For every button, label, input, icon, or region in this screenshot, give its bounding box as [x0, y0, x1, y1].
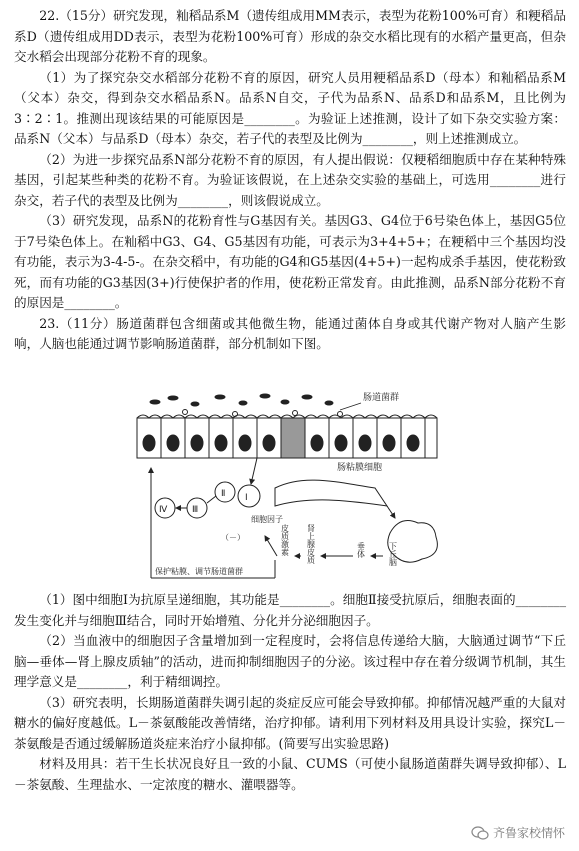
question-23-parts — [14, 590, 566, 795]
mucosa-cells — [137, 415, 437, 458]
blood-vessel — [275, 480, 387, 506]
q22-part-2: （2）为进一步探究品系N部分花粉不育的原因，有人提出假说：仅粳稻细胞质中存在某种特殊基因，引起某些种类的花粉不育。为验证该假说，在上述杂交实验的基础上，可选用________进行杂交，若子代的表型及比例为________，则该假说成立。 — [14, 151, 566, 208]
q22-part-3: （3）研究发现，品系N的花粉育性与G基因有关。基因G3、G4位于6号染色体上，基因G5位于7号染色体上。在籼稻中G3、G4、G5基因有功能，可表示为3+4+5+；在粳稻中三个基因均没有功能，表示为3-4-5-。在杂交稻中，有功能的G4和G5基因(4+5+)一起构成杀手基因，使花粉致死，而有功能的G3基因(3+)行使保护者的作用，使花粉正常发育。由此推测，品系N部分花粉不育的原因是________。 — [14, 213, 566, 310]
label-hypothalamus: 下丘脑 — [388, 542, 398, 566]
q23-part-1: （1）图中细胞Ⅰ为抗原呈递细胞，其功能是________。细胞Ⅱ接受抗原后，细胞表面的________发生变化并与细胞Ⅲ结合，同时开始增殖、分化并分泌细胞因子。 — [14, 592, 566, 628]
wechat-icon — [471, 826, 489, 840]
q23-stem: 23.（11分）肠道菌群包含细菌或其他微生物，能通过菌体自身或其代谢产物对人脑产生影响，人脑也能通过调节影响肠道菌群，部分机制如下图。 — [14, 315, 566, 351]
label-protect: 保护粘膜、调节肠道菌群 — [155, 567, 243, 576]
bacteria-cluster — [150, 394, 343, 417]
watermark-text: 齐鲁家校情怀 — [492, 825, 565, 840]
label-pituitary: 垂体 — [356, 542, 366, 558]
q23-part-2: （2）当血液中的细胞因子含量增加到一定程度时，会将信息传递给大脑，大脑通过调节“下丘脑—垂体—肾上腺皮质轴”的活动，进而抑制细胞因子的分泌。该过程中存在着分级调节机制，其生理学意义是________，利于精细调控。 — [14, 633, 566, 689]
cell-i — [238, 485, 260, 507]
question-22 — [14, 6, 566, 355]
q22-part-1: （1）为了探究杂交水稻部分花粉不育的原因，研究人员用粳稻品系D（母本）和籼稻品系M（父本）杂交，得到杂交水稻品系N。品系N自交，子代为品系N、品系D和品系M，且比例为3∶2∶1。推测出现该结果的可能原因是________。为验证上述推测，设计了如下杂交实验方案：品系N（父本）与品系D（母本）杂交，若子代的表型及比例为________，则上述推测成立。 — [14, 69, 566, 146]
cell-iv-label: Ⅳ — [159, 505, 168, 515]
q23-part-3: （3）研究表明，长期肠道菌群失调引起的炎症反应可能会导致抑郁。抑郁情况越严重的大鼠对糖水的偏好度越低。L－茶氨酸能改善情绪，治疗抑郁。请利用下列材料及用具设计实验，探究L－茶氨酸是否通过缓解肠道炎症来治疗小鼠抑郁。(简要写出实验思路) — [14, 694, 566, 751]
q22-stem: 22.（15分）研究发现，籼稻品系M（遗传组成用MM表示，表型为花粉100%可育）和粳稻品系D（遗传组成用DD表示，表型为花粉100%可育）形成的杂交水稻比现有的水稻产量更高，但杂交水稻会出现部分花粉不育的现象。 — [14, 8, 566, 64]
label-gut-flora: 肠道菌群 — [363, 393, 400, 403]
cell-ii-label: Ⅱ — [221, 489, 226, 499]
cell-i-label: Ⅰ — [245, 493, 248, 503]
label-cytokine: 细胞因子 — [251, 515, 283, 524]
label-mucosa: 肠粘膜细胞 — [337, 463, 383, 473]
q23-materials: 材料及用具：若干生长状况良好且一致的小鼠、CUMS（可使小鼠肠道菌群失调导致抑郁）、L－茶氨酸、生理盐水、一定浓度的糖水、灌喂器等。 — [14, 756, 566, 792]
gut-brain-diagram — [125, 388, 455, 583]
label-cortisol: 皮质激素 — [280, 524, 290, 556]
cell-iii-label: Ⅲ — [192, 505, 199, 515]
label-adrenal: 肾上腺皮质 — [306, 524, 316, 564]
watermark — [471, 823, 565, 844]
label-minus: （－） — [221, 533, 245, 542]
